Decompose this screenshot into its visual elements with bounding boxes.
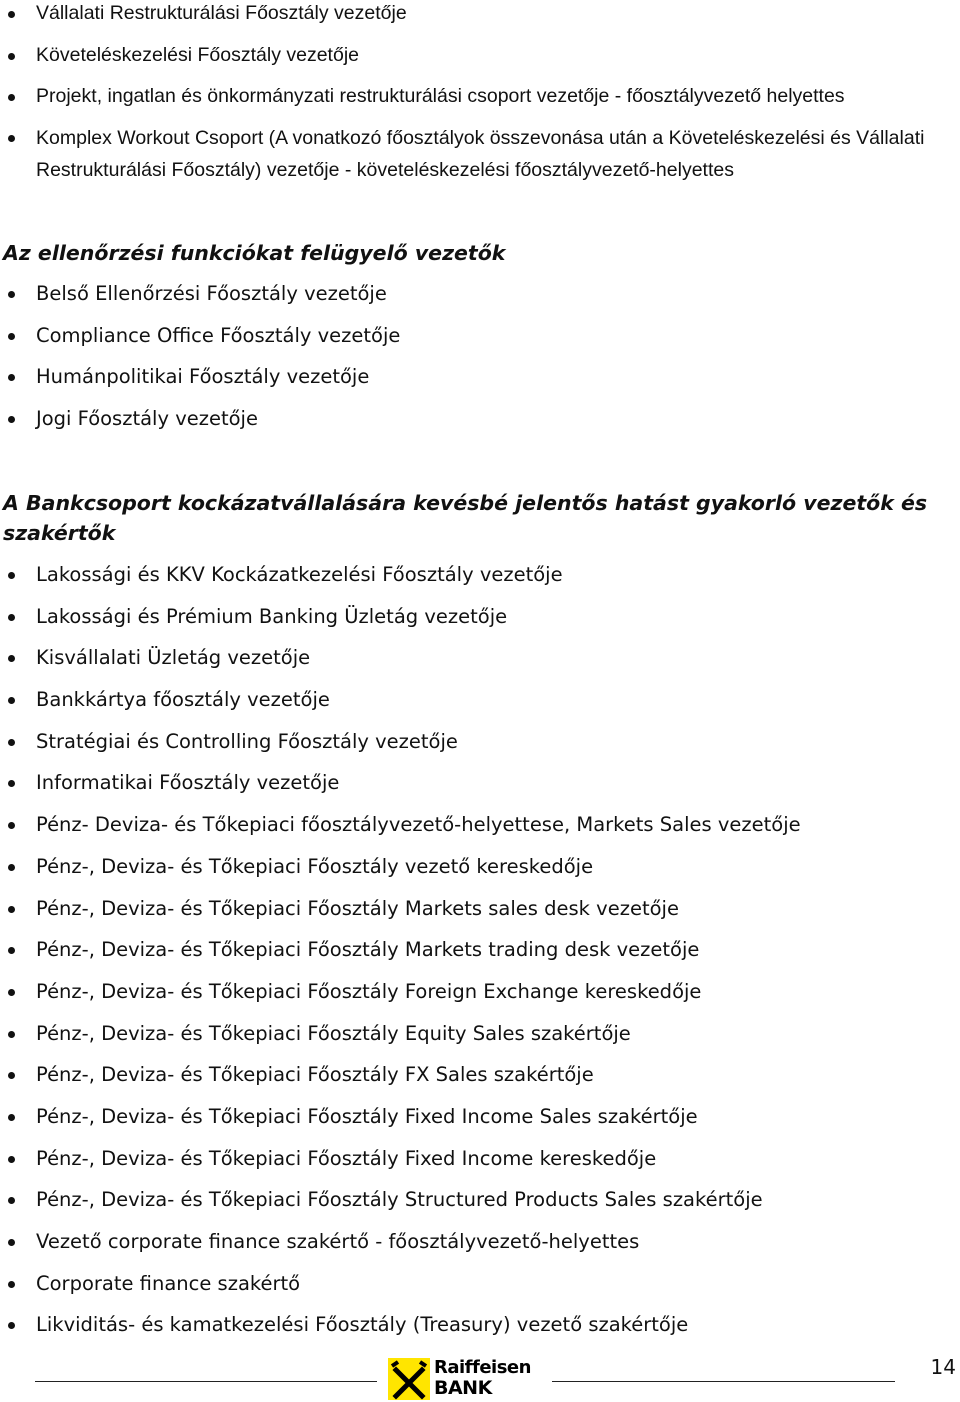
list-item [0,273,960,315]
list-item-text: Likviditás- és kamatkezelési Főosztály (Treasury) vezető szakértője [36,1313,689,1337]
bullet-icon [8,291,15,298]
bullet-icon [8,822,15,829]
list-item [0,721,960,763]
list-item-text: Belső Ellenőrzési Főosztály vezetője [36,282,387,305]
list-item [0,554,960,596]
list-item [0,118,960,190]
list-item-text: Vállalati Restrukturálási Főosztály vezetője [36,2,407,24]
list-item [0,762,960,804]
bullet-icon [8,53,15,60]
list-item-text: Pénz-, Deviza- és Tőkepiaci Főosztály Fixed Income kereskedője [36,1146,657,1170]
list-item-text: Jogi Főosztály vezetője [36,407,258,431]
list-item-text: Compliance Office Főosztály vezetője [36,323,401,347]
list-item [0,356,960,398]
list-item [0,76,960,118]
list-item-text: Pénz-, Deviza- és Tőkepiaci Főosztály Fixed Income Sales szakértője [36,1104,698,1128]
section-heading: Az ellenőrzési funkciókat felügyelő vezetők [3,241,506,265]
list-item-text: Követeléskezelési Főosztály vezetője [36,43,359,66]
list-item-text: Pénz-, Deviza- és Tőkepiaci Főosztály vezető kereskedője [36,854,594,878]
list-item-text: Corporate finance szakértő [36,1271,301,1295]
bullet-icon [8,1156,15,1163]
list-item-text: Pénz-, Deviza- és Tőkepiaci Főosztály Structured Products Sales szakértője [36,1188,763,1212]
list-item-text: Projekt, ingatlan és önkormányzati restrukturálási csoport vezetője - főosztályvezető helyettes [36,85,845,108]
bullet-icon [8,1239,15,1246]
logo-text-bank: BANK [434,1377,492,1399]
section3-list [0,554,960,1346]
list-item [0,1138,960,1180]
list-item-text: Pénz-, Deviza- és Tőkepiaci Főosztály Markets trading desk vezetője [36,938,700,962]
list-item [0,315,960,357]
section2-list [0,273,960,440]
bullet-icon [8,697,15,704]
list-item [0,1221,960,1263]
bullet-icon [8,333,15,340]
list-item [0,846,960,888]
bullet-icon [8,864,15,871]
list-item [0,804,960,846]
bullet-icon [8,374,15,381]
bullet-icon [8,1072,15,1079]
list-item-text: Pénz-, Deviza- és Tőkepiaci Főosztály Markets sales desk vezetője [36,896,679,920]
list-item [0,1263,960,1305]
list-item-text: Stratégiai és Controlling Főosztály vezetője [36,729,458,753]
list-item [0,1096,960,1138]
list-item-text: Kisvállalati Üzletág vezetője [36,646,311,670]
list-item [0,398,960,440]
bullet-icon [8,614,15,621]
list-item [0,971,960,1013]
section1-list [0,0,960,190]
raiffeisen-gable-cross-icon [388,1358,430,1400]
list-item [0,0,960,35]
section-heading: A Bankcsoport kockázatvállalására kevésbé jelentős hatást gyakorló vezetők és szakértők [3,491,928,545]
list-item [0,1013,960,1055]
bullet-icon [8,416,15,423]
list-item-text: Vezető corporate finance szakértő - főosztályvezető-helyettes [36,1230,640,1253]
footer-rule-right [552,1381,895,1382]
list-item-text: Bankkártya főosztály vezetője [36,688,330,712]
list-item [0,1054,960,1096]
footer-rule-left [35,1381,377,1382]
list-item [0,929,960,971]
raiffeisen-bank-logo [388,1358,548,1400]
bullet-icon [8,1281,15,1288]
bullet-icon [8,947,15,954]
list-item-text: Pénz- Deviza- és Tőkepiaci főosztályvezető-helyettese, Markets Sales vezetője [36,813,801,837]
bullet-icon [8,135,15,142]
bullet-icon [8,1322,15,1329]
bullet-icon [8,989,15,996]
bullet-icon [8,572,15,579]
page-number: 14 [930,1355,956,1379]
list-item-text: Lakossági és Prémium Banking Üzletág vezetője [36,604,508,628]
list-item [0,888,960,930]
list-item [0,637,960,679]
bullet-icon [8,655,15,662]
list-item-text: Komplex Workout Csoport (A vonatkozó főosztályok összevonása után a Követeléskezelési és Vállalati Restrukturálási Főosztály) vezetője - követeléskezelési főosztályvezető-helyettes [36,127,925,182]
list-item-text: Informatikai Főosztály vezetője [36,771,340,795]
bullet-icon [8,11,15,18]
bullet-icon [8,1197,15,1204]
list-item [0,35,960,77]
list-item-text: Pénz-, Deviza- és Tőkepiaci Főosztály FX Sales szakértője [36,1063,594,1087]
list-item [0,679,960,721]
list-item-text: Pénz-, Deviza- és Tőkepiaci Főosztály Equity Sales szakértője [36,1021,631,1045]
bullet-icon [8,1114,15,1121]
list-item [0,1304,960,1346]
bullet-icon [8,906,15,913]
bullet-icon [8,94,15,101]
bullet-icon [8,780,15,787]
list-item-text: Humánpolitikai Főosztály vezetője [36,365,370,389]
bullet-icon [8,739,15,746]
list-item-text: Lakossági és KKV Kockázatkezelési Főosztály vezetője [36,563,563,586]
bullet-icon [8,1031,15,1038]
list-item-text: Pénz-, Deviza- és Tőkepiaci Főosztály Foreign Exchange kereskedője [36,979,702,1003]
logo-text-raiffeisen: Raiffeisen [434,1357,531,1378]
list-item [0,1179,960,1221]
list-item [0,596,960,638]
